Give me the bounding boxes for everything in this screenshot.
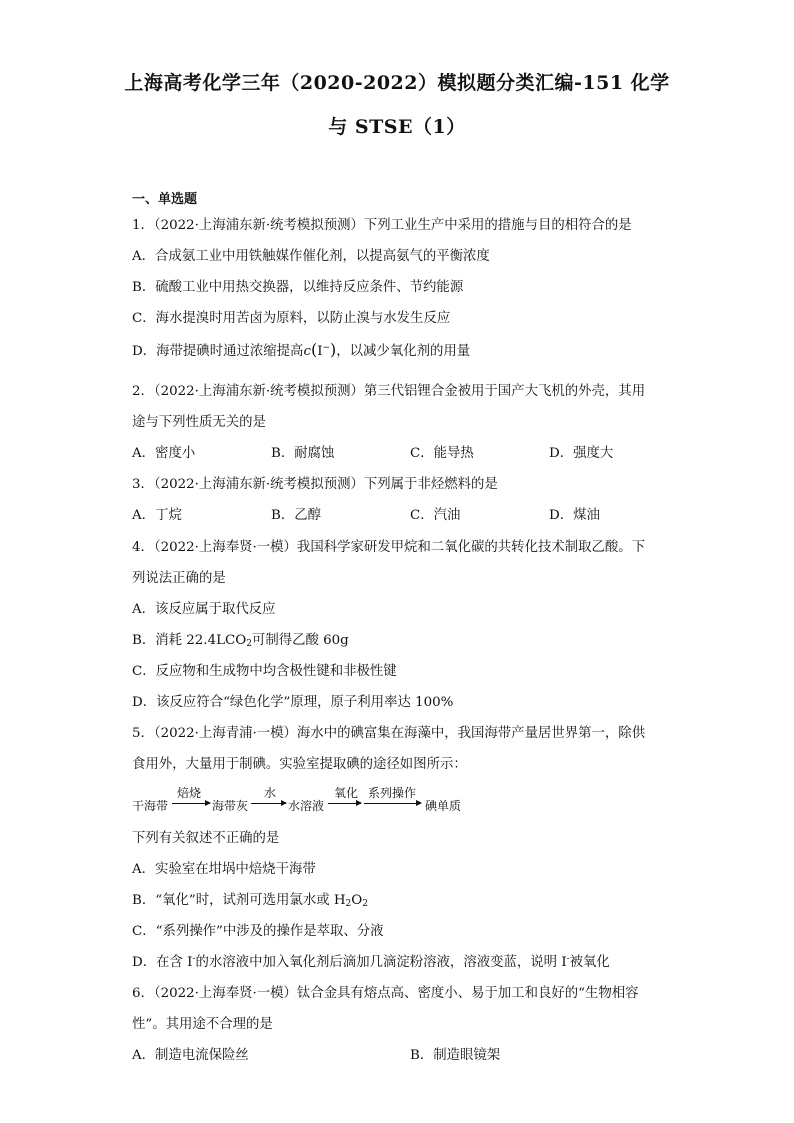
question-6-option-b: B．制造眼镜架 — [410, 1048, 501, 1063]
question-2-stem-line2: 途与下列性质无关的是 — [132, 415, 266, 430]
question-5-stem-line3: 下列有关叙述不正确的是 — [132, 831, 280, 846]
question-5-option-d — [132, 951, 610, 970]
flow-arrow-2 — [251, 803, 286, 804]
iodine-extraction-flow-diagram — [132, 784, 492, 814]
flow-node-kelp-ash: 海带灰 — [212, 799, 249, 813]
option-d-suffix: 被氧化 — [569, 955, 610, 970]
question-1-option-c: C．海水提溴时用苦卤为原料，以防止溴与水发生反应 — [132, 311, 451, 326]
question-4-option-d: D．该反应符合“绿色化学”原理，原子利用率达 100% — [132, 695, 454, 710]
option-d-middle: 的水溶液中加入氧化剂后滴加几滴淀粉溶液，溶液变蓝，说明 I — [195, 955, 567, 970]
flow-label-series-operations: 系列操作 — [368, 786, 417, 800]
question-4-stem-line1: 4．（2022·上海奉贤·一模）我国科学家研发甲烷和二氧化碳的共转化技术制取乙酸。下 — [132, 540, 646, 555]
question-3-stem: 3．（2022·上海浦东新·统考模拟预测）下列属于非烃燃料的是 — [132, 477, 498, 492]
co2-subscript: 2 — [246, 639, 252, 649]
question-3-option-c: C．汽油 — [410, 508, 461, 523]
option-b-suffix: 可制得乙酸 60g — [251, 633, 349, 648]
flow-arrow-4 — [364, 803, 421, 804]
option-d-prefix: D．海带提碘时通过浓缩提高 — [132, 344, 304, 359]
paren-open: ( — [310, 340, 318, 359]
question-5-option-b — [132, 889, 368, 909]
flow-node-dried-kelp: 干海带 — [132, 799, 169, 813]
question-3-option-a: A．丁烷 — [132, 508, 182, 523]
flow-arrow-3 — [328, 803, 361, 804]
question-2-option-c: C．能导热 — [410, 446, 474, 461]
question-2-stem-line1: 2．（2022·上海浦东新·统考模拟预测）第三代铝锂合金被用于国产大飞机的外壳，其用 — [132, 384, 646, 399]
question-4-option-c: C．反应物和生成物中均含极性键和非极性键 — [132, 664, 397, 679]
iodide-charge-1: - — [192, 954, 196, 964]
h2o2-o: O — [351, 893, 363, 908]
question-5-stem-line1: 5．（2022·上海青浦·一模）海水中的碘富集在海藻中，我国海带产量居世界第一，除供 — [132, 726, 646, 741]
question-4-option-a: A．该反应属于取代反应 — [132, 602, 276, 617]
flow-node-iodine: 碘单质 — [425, 799, 462, 813]
question-5-stem-line2: 食用外，大量用于制碘。实验室提取碘的途径如图所示： — [132, 757, 467, 772]
question-4-option-b — [132, 629, 349, 649]
question-6-stem-line1: 6．（2022·上海奉贤·一模）钛合金具有熔点高、密度小、易于加工和良好的“生物相容 — [132, 986, 639, 1001]
question-5-option-a: A．实验室在坩埚中焙烧干海带 — [132, 862, 316, 877]
iodide-charge: − — [322, 343, 331, 353]
question-4-stem-line2: 列说法正确的是 — [132, 571, 226, 586]
h2o2-subscript-1: 2 — [345, 899, 352, 909]
iodide-charge-2: - — [566, 954, 570, 964]
flow-arrow-1 — [172, 803, 210, 804]
question-2-option-b: B．耐腐蚀 — [271, 446, 335, 461]
question-1-option-a: A．合成氨工业中用铁触媒作催化剂，以提高氨气的平衡浓度 — [132, 249, 490, 264]
question-2-option-d: D．强度大 — [549, 446, 614, 461]
section-heading: 一、单选题 — [132, 192, 198, 207]
option-b-prefix: B．“氧化”时，试剂可选用氯水或 H — [132, 893, 346, 908]
question-1-option-b: B．硫酸工业中用热交换器，以维持反应条件、节约能源 — [132, 280, 464, 295]
document-title-line2: 与 STSE（1） — [328, 116, 466, 138]
document-title-line1: 上海高考化学三年（2020-2022）模拟题分类汇编-151 化学 — [124, 72, 670, 94]
concentration-symbol: c — [303, 344, 311, 359]
question-3-option-d: D．煤油 — [549, 508, 600, 523]
question-6-stem-line2: 性”。其用途不合理的是 — [132, 1017, 273, 1032]
option-d-prefix: D．在含 I — [132, 955, 193, 970]
paren-close: ) — [330, 340, 337, 359]
question-1-stem: 1．（2022·上海浦东新·统考模拟预测）下列工业生产中采用的措施与目的相符合的是 — [132, 218, 632, 233]
question-2-option-a: A．密度小 — [132, 446, 196, 461]
option-d-suffix: ，以减少氧化剂的用量 — [336, 344, 471, 359]
question-1-option-d — [132, 340, 470, 359]
question-6-option-a: A．制造电流保险丝 — [132, 1048, 249, 1063]
option-b-prefix: B．消耗 22.4LCO — [132, 633, 247, 648]
flow-node-aqueous-solution: 水溶液 — [288, 799, 325, 813]
flow-label-oxidize: 氧化 — [334, 786, 359, 800]
question-5-option-c: C．“系列操作”中涉及的操作是萃取、分液 — [132, 924, 384, 939]
h2o2-subscript-2: 2 — [362, 899, 368, 909]
iodide-ion: I — [317, 344, 323, 359]
flow-label-roast: 焙烧 — [177, 786, 202, 800]
question-3-option-b: B．乙醇 — [271, 508, 322, 523]
flow-label-water: 水 — [264, 786, 277, 800]
